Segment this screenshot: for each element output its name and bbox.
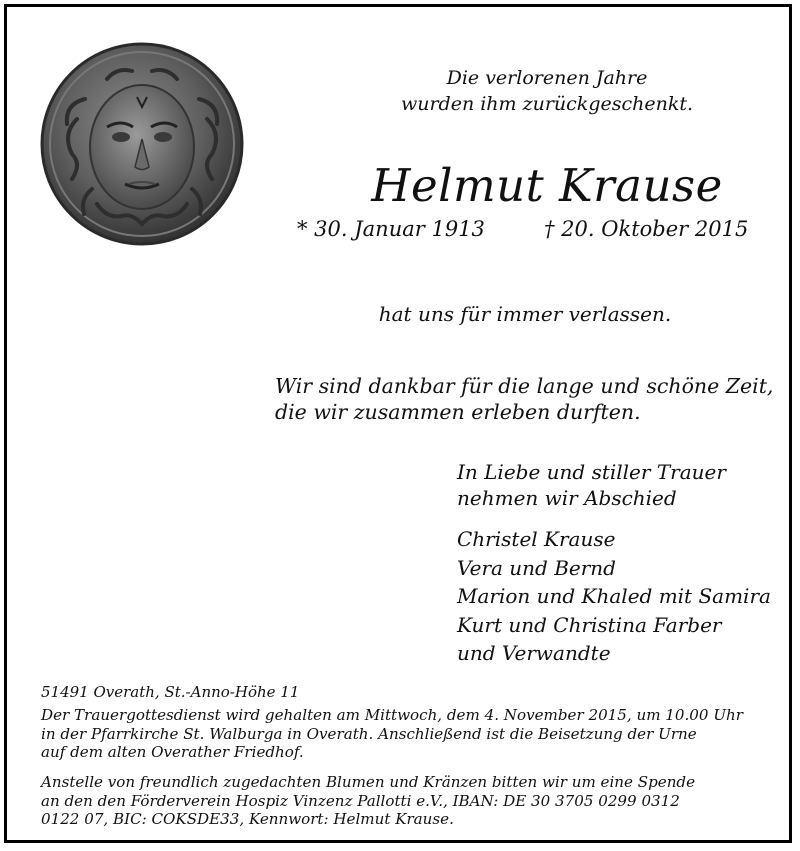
left-us-text: hat uns für immer verlassen. [378,302,672,326]
service-line-1: Der Trauergottesdienst wird gehalten am Mittwoch, dem 4. November 2015, um 10.00 Uhr [41,706,743,724]
obituary-frame [4,4,792,843]
motto-line-2: wurden ihm zurückgeschenkt. [400,93,694,115]
birth-date: * 30. Januar 1913 [297,217,485,241]
motto-line-1: Die verlorenen Jahre [446,67,648,89]
gratitude-text [275,373,773,425]
sun-face-medallion-icon [37,39,247,249]
mourner-name: Christel Krause [457,527,616,551]
service-info [41,706,743,762]
mourner-name: Vera und Bernd [457,555,616,580]
mourner-name: Marion und Khaled mit Samira [457,584,771,608]
farewell-text [457,459,726,511]
deceased-name: Helmut Krause [371,159,723,212]
address: 51491 Overath, St.-Anno-Höhe 11 [41,683,300,701]
motto [277,65,800,117]
gratitude-line-2: die wir zusammen erleben durften. [275,400,641,424]
donation-line-3: 0122 07, BIC: COKSDE33, Kennwort: Helmut Krause. [41,810,454,828]
farewell-line-2: nehmen wir Abschied [457,486,677,510]
service-line-2: in der Pfarrkirche St. Walburga in Overath. Anschließend ist die Beisetzung der Urne [41,724,697,743]
donation-info [41,773,695,829]
death-date: † 20. Oktober 2015 [544,217,749,241]
mourner-name: und Verwandte [457,641,611,665]
farewell-line-1: In Liebe und stiller Trauer [457,460,726,484]
gratitude-line-1: Wir sind dankbar für die lange und schöne Zeit, [275,374,774,398]
service-line-3: auf dem alten Overather Friedhof. [41,743,304,761]
donation-line-2: an den den Förderverein Hospiz Vinzenz Pallotti e.V., IBAN: DE 30 3705 0299 0312 [41,791,680,810]
mourner-name: Kurt und Christina Farber [457,612,722,637]
mourners-list [457,525,771,668]
donation-line-1: Anstelle von freundlich zugedachten Blumen und Kränzen bitten wir um eine Spende [41,773,696,791]
